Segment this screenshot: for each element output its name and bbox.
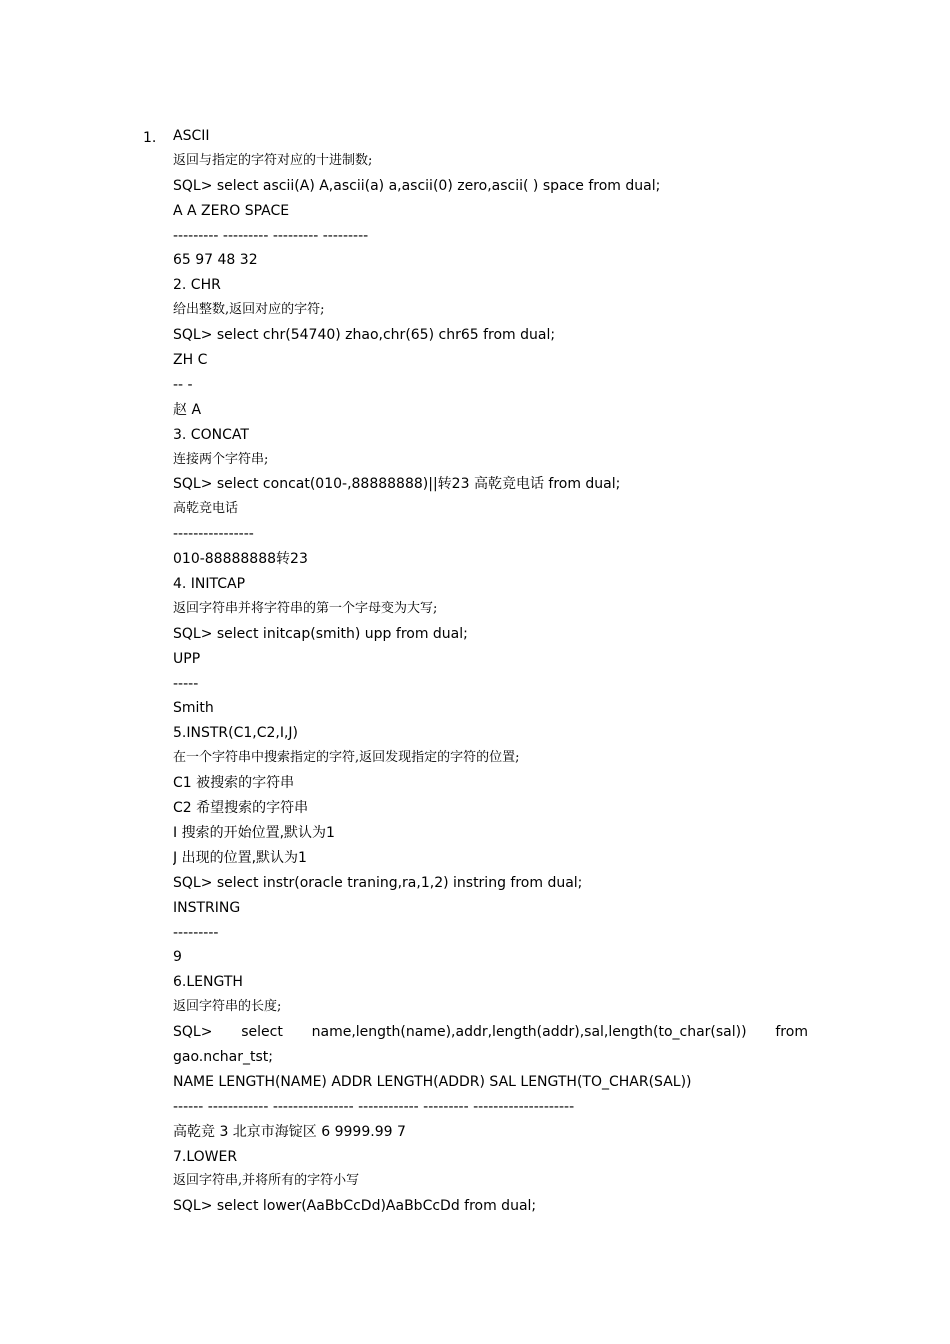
text-line: SQL> select ascii(A) A,ascii(a) a,ascii(0) zero,ascii( ) space from dual; (173, 177, 661, 194)
text-line: 在一个字符串中搜索指定的字符,返回发现指定的字符的位置; (173, 750, 520, 766)
text-line: 返回字符串并将字符串的第一个字母变为大写; (173, 600, 438, 616)
text-line: J 出现的位置,默认为1 (173, 849, 307, 866)
text-line: INSTRING (173, 899, 241, 916)
text-line: 连接两个字符串; (173, 451, 269, 467)
text-line: Smith (173, 700, 214, 717)
text-line: ASCII (173, 128, 210, 144)
text-line: ----- (173, 675, 199, 692)
justified-word: select (241, 1024, 283, 1041)
text-line: 2. CHR (173, 277, 221, 294)
text-line: ------ ------------ ---------------- ------------ --------- -------------------- (173, 1098, 575, 1115)
text-line: 9 (173, 949, 182, 966)
text-line: C1 被搜索的字符串 (173, 775, 295, 792)
justified-word: SQL> (173, 1024, 213, 1041)
text-line: 返回与指定的字符对应的十进制数; (173, 152, 373, 168)
text-line: SQL> select instr(oracle traning,ra,1,2) instring from dual; (173, 874, 583, 891)
text-line: 3. CONCAT (173, 426, 249, 443)
text-line: NAME LENGTH(NAME) ADDR LENGTH(ADDR) SAL LENGTH(TO_CHAR(SAL)) (173, 1073, 692, 1090)
text-line: 返回字符串,并将所有的字符小写 (173, 1173, 360, 1189)
text-line: 返回字符串的长度; (173, 999, 282, 1015)
text-line: -- - (173, 376, 193, 393)
text-line: 高乾竞 3 北京市海锭区 6 9999.99 7 (173, 1123, 406, 1140)
text-line: 010-88888888转23 (173, 551, 308, 568)
justified-sql-line (173, 1020, 808, 1045)
justified-word: name,length(name),addr,length(addr),sal,length(to_char(sal)) (311, 1024, 747, 1041)
text-line: 4. INITCAP (173, 576, 246, 593)
text-line: 6.LENGTH (173, 974, 243, 991)
justified-word: from (775, 1024, 808, 1041)
text-line: C2 希望搜索的字符串 (173, 800, 309, 817)
text-line: SQL> select initcap(smith) upp from dual; (173, 625, 468, 642)
text-line: A A ZERO SPACE (173, 202, 290, 219)
text-line: gao.nchar_tst; (173, 1048, 274, 1065)
text-line: 高乾竞电话 (173, 501, 239, 517)
text-line: I 搜索的开始位置,默认为1 (173, 824, 335, 841)
list-number: 1. (143, 130, 157, 146)
text-line: 5.INSTR(C1,C2,I,J) (173, 725, 299, 742)
text-line: UPP (173, 650, 201, 667)
text-line: 7.LOWER (173, 1148, 238, 1165)
text-line: 给出整数,返回对应的字符; (173, 302, 325, 318)
text-line: ---------------- (173, 526, 254, 543)
text-line: 赵 A (173, 401, 202, 418)
text-line: 65 97 48 32 (173, 252, 258, 269)
text-line: ZH C (173, 352, 208, 369)
text-line: SQL> select chr(54740) zhao,chr(65) chr65 from dual; (173, 327, 556, 344)
text-line: SQL> select lower(AaBbCcDd)AaBbCcDd from dual; (173, 1198, 537, 1215)
text-line: --------- --------- --------- --------- (173, 227, 369, 244)
text-line: SQL> select concat(010-,88888888)||转23 高乾竞电话 from dual; (173, 476, 621, 493)
document-body (173, 124, 808, 1219)
text-line: --------- (173, 924, 219, 941)
